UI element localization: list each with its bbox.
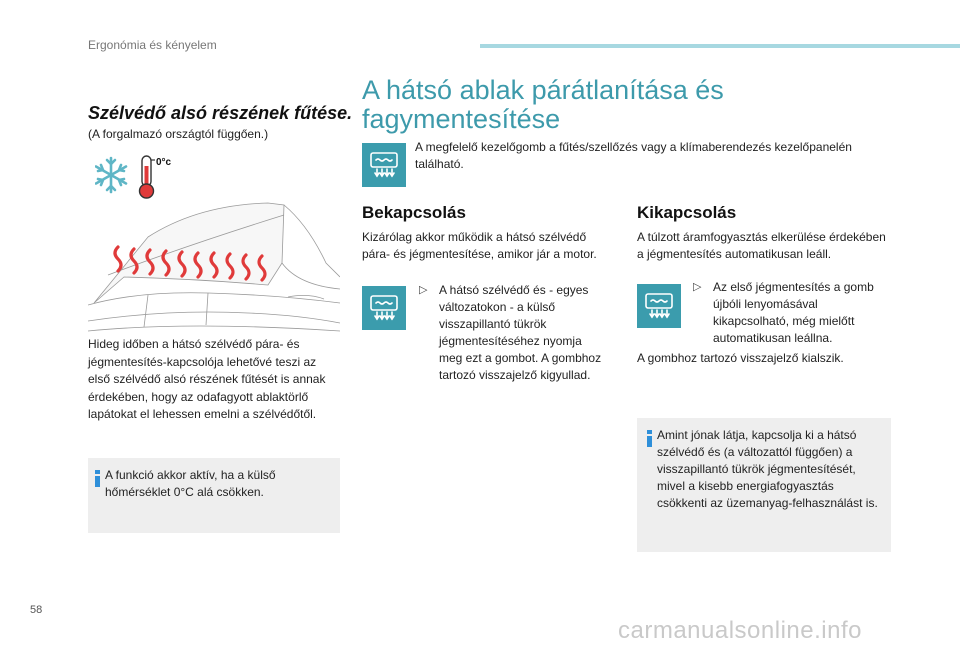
rear-defrost-icon xyxy=(369,152,399,178)
windshield-heating-heading: Szélvédő alsó részének fűtése. xyxy=(88,103,353,123)
switch-off-step-text: Az első jégmentesítés a gomb újbóli lenyomásával kikapcsolható, még mielőtt automatikusan leállna. xyxy=(713,280,874,345)
switch-off-description: A túlzott áramfogyasztás elkerülése érdekében a jégmentesítés automatikusan leáll. xyxy=(637,230,886,261)
switch-on-step xyxy=(419,282,604,384)
info-note-text: A funkció akkor aktív, ha a külső hőmérséklet 0°C alá csökken. xyxy=(105,468,276,499)
defrost-button-on-illustration xyxy=(362,286,406,330)
info-mark-icon xyxy=(647,430,652,447)
switch-off-heading: Kikapcsolás xyxy=(637,203,737,222)
switch-on-step-text: A hátsó szélvédő és - egyes változatokon - a külső visszapillantó tükrök jégmentesítéséhez nyomja meg ezt a gombot. A gombhoz tartozó visszajelző kigyullad. xyxy=(439,283,602,382)
info-note-right xyxy=(637,418,891,552)
windshield-heating-illustration xyxy=(88,185,340,335)
switch-off-step xyxy=(693,279,883,347)
windshield-heating-description: Hideg időben a hátsó szélvédő pára- és jégmentesítés-kapcsolója lehetővé teszi az első szélvédő alsó részének fűtését is annak érdekében, hogy az odafagyott ablaktörlő lapátokat el lehessen emelni a szélvédőtől. xyxy=(88,337,326,421)
switch-on-heading: Bekapcsolás xyxy=(362,203,466,222)
rear-defrost-heading: A hátsó ablak párátlanítása és fagymentesítése xyxy=(362,75,724,134)
bullet-arrow-icon: ▷ xyxy=(693,281,702,293)
section-title: Ergonómia és kényelem xyxy=(88,38,217,52)
indicator-off-text: A gombhoz tartozó visszajelző kialszik. xyxy=(637,351,844,365)
rear-defrost-intro: A megfelelő kezelőgomb a fűtés/szellőzés vagy a klímaberendezés kezelőpanelén található. xyxy=(415,140,852,171)
defrost-button-off-illustration xyxy=(637,284,681,328)
page-number: 58 xyxy=(30,604,43,616)
rear-defrost-icon xyxy=(644,293,674,319)
header-bar xyxy=(480,44,960,48)
country-note: (A forgalmazó országtól függően.) xyxy=(88,127,269,141)
info-mark-icon xyxy=(95,470,100,487)
temperature-label: 0°c xyxy=(156,157,172,168)
bullet-arrow-icon: ▷ xyxy=(419,284,428,296)
watermark: carmanualsonline.info xyxy=(618,617,862,644)
switch-on-description: Kizárólag akkor működik a hátsó szélvédő pára- és jégmentesítése, amikor jár a motor. xyxy=(362,230,597,261)
rear-defrost-button-illustration xyxy=(362,143,406,187)
rear-defrost-icon xyxy=(369,295,399,321)
info-note-left xyxy=(88,458,340,533)
info-note-right-text: Amint jónak látja, kapcsolja ki a hátsó szélvédő és (a változattól függően) a visszapillantó tükrök jégmentesítését, mivel a kisebb energiafogyasztás csökkenti az üzemanyag-felhasználást is. xyxy=(657,428,878,510)
